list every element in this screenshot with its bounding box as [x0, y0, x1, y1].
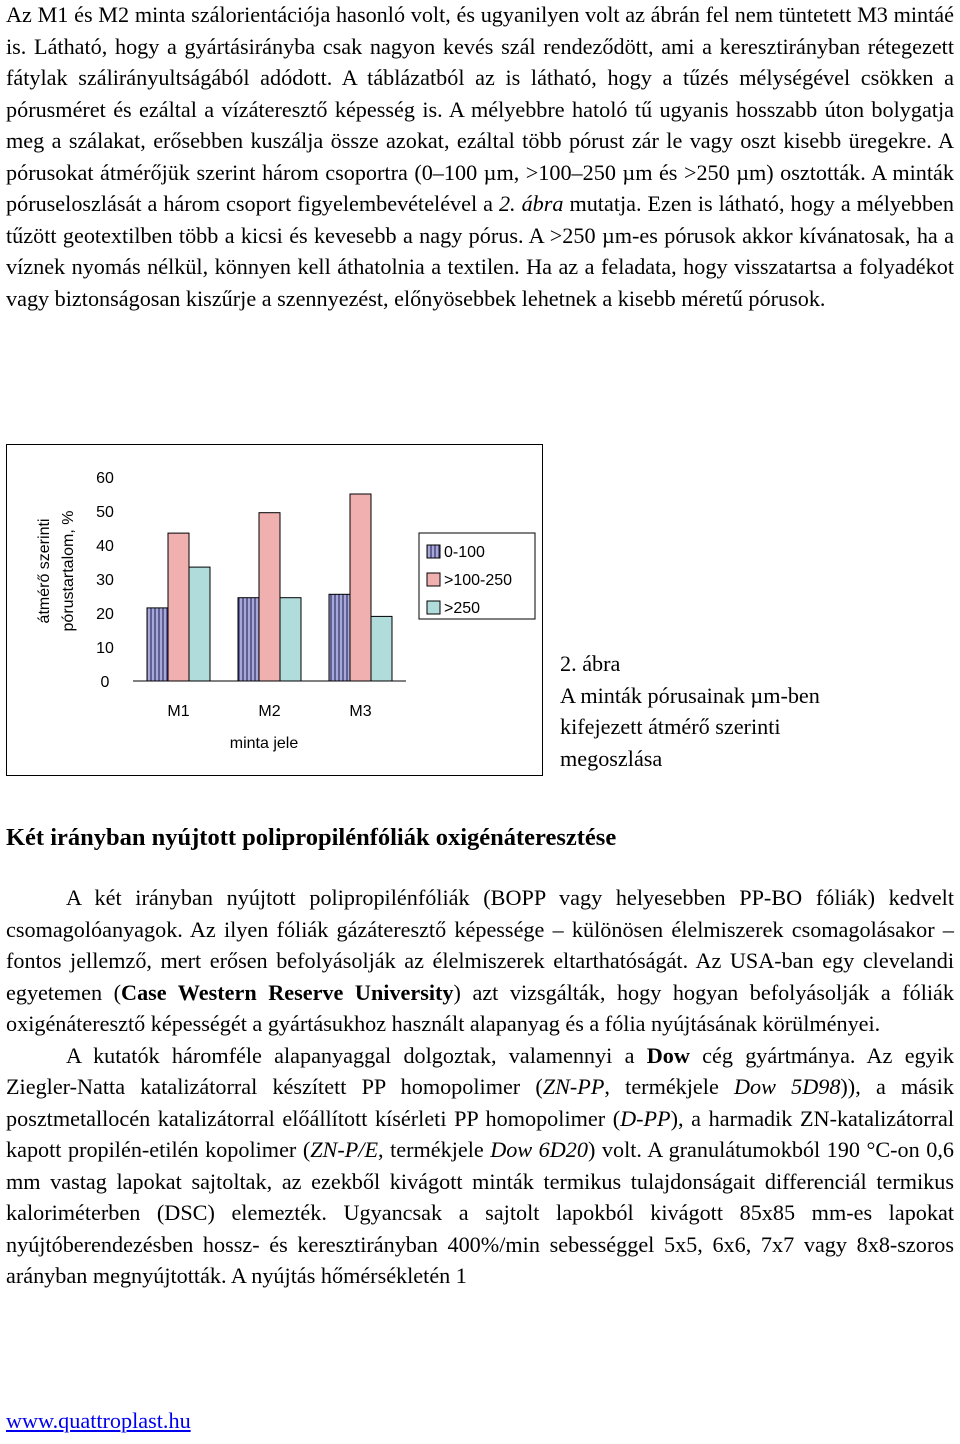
text-run: mutatja. Ezen is látható, hogy a mélyebben tűzött geotextilben több a kicsi és kevesebb a nagy pórus. A >250 µm-es pórusok akkor kívánatosak, ha a víznek nyomás nélkül, könnyen kell áthatolnia a textilen. Ha az a feladata, hogy visszatartsa a folyadékot vagy biztonságosan kiszűrje a szennyezést, előnyösebbek lehetnek a kisebb méretű pórusok. [6, 191, 954, 311]
y-tick-label: 40 [96, 538, 114, 555]
footer-website-link[interactable]: www.quattroplast.hu [6, 1408, 191, 1433]
x-axis-label: minta jele [229, 735, 299, 752]
pore-distribution-chart [6, 444, 543, 776]
text-run: Case Western Reserve University [121, 979, 454, 1005]
text-run: Az M1 és M2 minta szálorientációja hasonló volt, és ugyanilyen volt az ábrán fel nem tüntetett M3 mintáé is. Látható, hogy a gyártásirányba csak nagyon kevés szál rendeződött, ami a keresztirányban rétegezett fátylak szálirányultságából adódott. A táblázatból az is látható, hogy a tűzés mélységével csökken a pórusméret és ezáltal a vízáteresztő képesség is. A mélyebbre hatoló tű ugyanis hosszabb úton bolygatja meg a szálakat, erősebben kuszálja össze azokat, ezáltal több pórust zár le vagy oszt kisebb üregekre. A pórusokat átmérőjük szerint három csoportra (0–100 µm, >100–250 µm és >250 µm) osztották. A minták póruseloszlását a három csoport figyelembevételével a [6, 2, 954, 216]
x-tick-label: M2 [258, 703, 281, 720]
legend-swatch-0 [427, 545, 440, 558]
y-tick-label: 30 [96, 572, 114, 589]
y-axis-label-line1: átmérő szerinti [36, 518, 53, 624]
text-run: 2. ábra [498, 191, 564, 216]
figure-caption-text: A minták pórusainak µm-ben kifejezett átmérő szerinti megoszlása [560, 682, 820, 771]
text-run: , termékjele [378, 1137, 491, 1162]
text-run: Dow 5D98 [734, 1074, 841, 1099]
text-run: ) volt. A granulátumokból 190 °C-on 0,6 mm vastag lapokat sajtoltak, az ezekből kivágott minták termikus tulajdonságait differenciál termikus kaloriméterben (DSC) elemezték. Ugyancsak a sajtolt lapokból kivágott 85x85 mm-es lapokat nyújtóberendezésben hossz- és keresztirányban 400%/min sebességgel 5x5, 6x6, 7x7 vagy 8x8-szoros arányban megnyújtották. A nyújtás hőmérsékletén 1 [6, 1137, 954, 1288]
text-run: ZN-P/E [310, 1137, 379, 1162]
x-tick-label: M1 [167, 703, 190, 720]
paragraph-bopp-intro [6, 882, 954, 1040]
bar-M3-1 [350, 494, 371, 681]
text-run: ), a harmadik ZN-katalizátorral kapott propilén-etilén kopolimer ( [6, 1105, 954, 1162]
y-tick-label: 60 [96, 470, 114, 487]
text-run: ZN-PP [542, 1074, 605, 1099]
figure-caption [560, 648, 950, 774]
bar-M1-2 [189, 567, 210, 681]
text-run: D-PP [620, 1105, 671, 1131]
bar-M2-0 [238, 598, 259, 681]
text-run: Dow 6D20 [490, 1137, 588, 1162]
body-paragraphs [6, 882, 954, 1292]
bar-M1-1 [168, 533, 189, 681]
paragraph-materials [6, 1040, 954, 1292]
text-run: , termékjele [604, 1074, 734, 1099]
text-run: )), a másik posztmetallocén katalizátorral előállított kísérleti PP homopolimer ( [6, 1074, 954, 1131]
legend-label-1: >100-250 [444, 572, 513, 589]
bar-M3-2 [371, 616, 392, 681]
y-tick-label: 50 [96, 504, 114, 521]
y-tick-label: 10 [96, 640, 114, 657]
bar-M1-0 [147, 608, 168, 681]
section-heading: Két irányban nyújtott polipropilénfóliák oxigénáteresztése [6, 824, 617, 851]
x-tick-label: M3 [349, 703, 372, 720]
legend-swatch-2 [427, 601, 440, 614]
bar-M2-2 [280, 598, 301, 681]
legend-swatch-1 [427, 573, 440, 586]
y-axis-label-line2: pórustartalom, % [60, 510, 77, 632]
text-run: A két irányban nyújtott polipropilénfóliák (BOPP vagy helyesebben PP-BO fóliák) kedvelt csomagolóanyagok. Az ilyen fóliák gázáteresztő képessége – különösen élelmiszerek csomagolásakor – fontos jellemző, mert erősen befolyásolják az élelmiszerek eltarthatóságát. Az USA-ban egy clevelandi egyetemen ( [6, 885, 954, 1005]
text-run: cég gyártmánya. Az egyik Ziegler-Natta katalizátorral készített PP homopolimer ( [6, 1042, 954, 1099]
y-tick-label: 0 [100, 674, 110, 691]
bar-M3-0 [329, 594, 350, 681]
legend-label-2: >250 [444, 600, 481, 617]
intro-paragraph [6, 0, 954, 314]
text-run: Dow [646, 1042, 690, 1068]
text-run: A kutatók háromféle alapanyaggal dolgoztak, valamennyi a [66, 1042, 647, 1068]
legend-label-0: 0-100 [444, 544, 485, 561]
text-run: ) azt vizsgálták, hogy hogyan befolyásolják a fóliák oxigénáteresztő képességét a gyártásukhoz használt alapanyag és a fólia nyújtásának körülményei. [6, 979, 954, 1036]
figure-number: 2. ábra [560, 651, 621, 676]
bar-M2-1 [259, 513, 280, 681]
y-tick-label: 20 [96, 606, 114, 623]
